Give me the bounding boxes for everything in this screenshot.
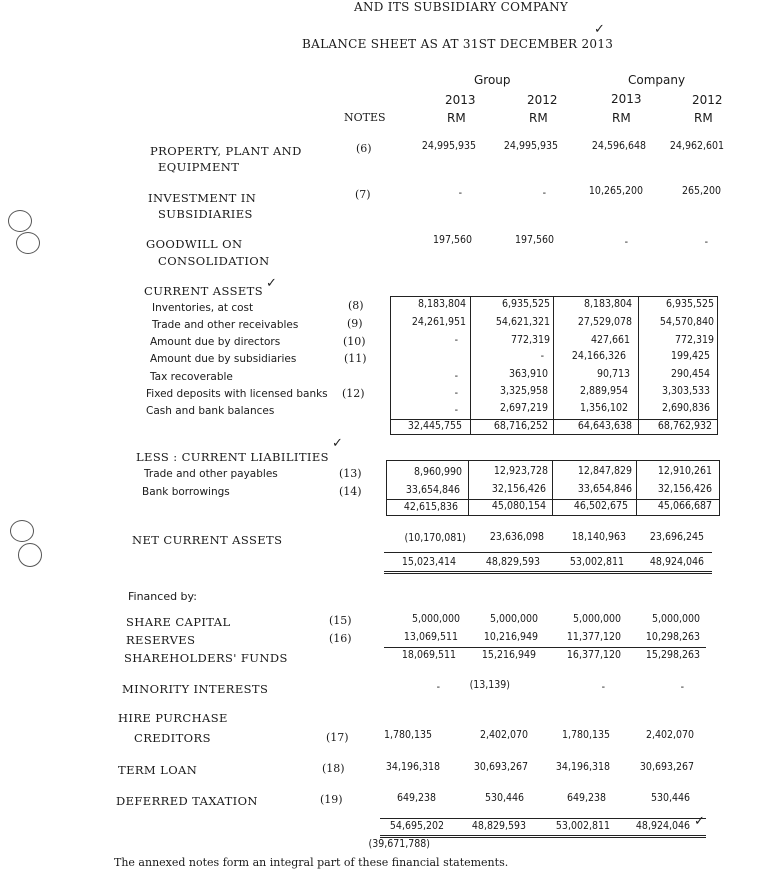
tick-mark: ✓ [594,22,605,37]
cl-item-label: Trade and other payables [144,468,278,480]
sc-c13: 5,000,000 [572,613,621,625]
ca-item-label: Amount due by subsidiaries [150,353,297,365]
ca-item-g13: 8,183,804 [417,298,466,310]
cl-box-top [386,460,720,461]
cl-item-note: (13) [339,467,362,480]
ca-item-c13: 8,183,804 [583,298,632,310]
fin-total-g12: 48,829,593 [471,820,526,832]
financed-heading: Financed by: [128,590,197,603]
ca-item-note: (12) [342,387,365,400]
ca-item-c13: 2,889,954 [579,385,628,397]
nca-total-c12: 48,924,046 [649,556,704,568]
share-capital-label: SHARE CAPITAL [126,615,231,629]
ca-item-c12: 772,319 [674,334,714,346]
ca-item-g13: - [454,404,458,416]
ca-item-note: (8) [348,299,364,312]
ca-item-c13: 1,356,102 [579,402,628,414]
ca-item-g12: - [540,350,544,362]
ca-item-label: Amount due by directors [150,336,281,348]
ca-item-g12: 2,697,219 [499,402,548,414]
cl-item-c13: 33,654,846 [577,483,632,495]
nca-double-rule-2 [384,573,712,574]
ca-item-label: Inventories, at cost [152,302,254,314]
ca-total-g12: 68,716,252 [493,420,548,432]
fin-total-c12: 48,924,046 [635,820,690,832]
ppe-label: PROPERTY, PLANT AND [150,144,302,158]
company-line: AND ITS SUBSIDIARY COMPANY [354,0,569,14]
reserves-rule [384,647,706,648]
ca-item-c13: 427,661 [590,334,630,346]
shf-g13: 18,069,511 [401,649,456,661]
inv-sub-g12: - [542,187,546,199]
binder-hole [10,520,34,542]
ca-item-label: Trade and other receivables [152,319,299,331]
res-g12: 10,216,949 [483,631,538,643]
nca-total-c13: 53,002,811 [569,556,624,568]
dt-g12: 530,446 [484,792,524,804]
ca-box-bottom [390,434,718,435]
mi-c12: - [680,681,684,693]
ca-item-label: Tax recoverable [150,371,233,383]
current-assets-heading: CURRENT ASSETS [144,284,263,298]
mi-g13: - [436,681,440,693]
cl-box-right [719,460,720,516]
deferred-note: (19) [320,793,343,806]
hp-g13: 1,780,135 [383,729,432,741]
ca-item-c12: 199,425 [670,350,710,362]
fin-total-g13: 54,695,202 [389,820,444,832]
dt-c13: 649,238 [566,792,606,804]
shf-c13: 16,377,120 [566,649,621,661]
goodwill-c13: - [624,236,628,248]
ppe-note: (6) [356,142,372,155]
hire-note: (17) [326,731,349,744]
reserves-note: (16) [329,632,352,645]
currency-c12: RM [694,111,713,125]
nca-g12: 23,636,098 [489,531,544,543]
ca-item-note: (10) [343,335,366,348]
nca-g13: (10,170,081) [404,532,466,544]
ca-item-g12: 6,935,525 [501,298,550,310]
ca-item-g13: 24,261,951 [411,316,466,328]
footer-note: The annexed notes form an integral part of these financial statements. [114,856,509,869]
ca-item-note: (9) [347,317,363,330]
inv-sub-label-2: SUBSIDIARIES [158,207,253,221]
dt-g13: 649,238 [396,792,436,804]
cl-total-g12: 45,080,154 [491,500,546,512]
share-capital-note: (15) [329,614,352,627]
binder-hole [8,210,32,232]
ca-item-g13: - [454,370,458,382]
ppe-c12: 24,962,601 [669,140,724,152]
financed-rule [380,818,706,819]
ca-item-c13: 90,713 [596,368,630,380]
res-c12: 10,298,263 [645,631,700,643]
tl-g12: 30,693,267 [473,761,528,773]
currency-g13: RM [447,111,466,125]
sc-g13: 5,000,000 [411,613,460,625]
goodwill-g13: 197,560 [432,234,472,246]
financed-double-rule [380,835,706,836]
sc-c12: 5,000,000 [651,613,700,625]
cl-item-g12: 32,156,426 [491,483,546,495]
hp-c12: 2,402,070 [645,729,694,741]
cl-item-c12: 32,156,426 [657,483,712,495]
cl-item-g13: 8,960,990 [413,466,462,478]
hire-label-2: CREDITORS [134,731,211,745]
binder-hole [16,232,40,254]
ca-item-c12: 3,303,533 [661,385,710,397]
nca-rule [384,552,712,553]
ppe-label-2: EQUIPMENT [158,160,240,174]
tl-c13: 34,196,318 [555,761,610,773]
nca-c12: 23,696,245 [649,531,704,543]
minority-label: MINORITY INTERESTS [122,682,269,696]
ca-item-c12: 290,454 [670,368,710,380]
cl-item-note: (14) [339,485,362,498]
nca-c13: 18,140,963 [571,531,626,543]
ca-total-c12: 68,762,932 [657,420,712,432]
year-group-2013: 2013 [445,93,476,107]
ca-item-c13: 27,529,078 [577,316,632,328]
ca-total-c13: 64,643,638 [577,420,632,432]
ca-item-g12: 54,621,321 [495,316,550,328]
tl-g13: 34,196,318 [385,761,440,773]
inv-sub-note: (7) [355,188,371,201]
ca-total-g13: 32,445,755 [407,420,462,432]
ca-item-g13: - [454,387,458,399]
ca-item-c12: 2,690,836 [661,402,710,414]
tl-c12: 30,693,267 [639,761,694,773]
mi-c13: - [601,681,605,693]
dt-c12: 530,446 [650,792,690,804]
ca-item-g12: 3,325,958 [499,385,548,397]
ca-item-c12: 6,935,525 [665,298,714,310]
page-title: BALANCE SHEET AS AT 31ST DECEMBER 2013 [302,37,614,51]
cl-item-g13: 33,654,846 [405,484,460,496]
ca-item-g13: - [454,334,458,346]
year-company-2012: 2012 [692,93,723,107]
goodwill-label-2: CONSOLIDATION [158,254,270,268]
res-g13: 13,069,511 [403,631,458,643]
ppe-g13: 24,995,935 [421,140,476,152]
deferred-label: DEFERRED TAXATION [116,794,258,808]
cl-box-bottom [386,515,720,516]
inv-sub-c12: 265,200 [681,185,721,197]
current-liabilities-heading: LESS : CURRENT LIABILITIES [136,450,329,464]
cl-total-c13: 46,502,675 [573,500,628,512]
notes-header: NOTES [344,111,386,124]
ca-item-c12: 54,570,840 [659,316,714,328]
company-header: Company [628,73,686,87]
nca-total-g12: 48,829,593 [485,556,540,568]
nca-total-g13: 15,023,414 [401,556,456,568]
ca-box-top [390,296,718,297]
ca-item-c13: 24,166,326 [571,350,626,362]
sc-g12: 5,000,000 [489,613,538,625]
group-header: Group [474,73,511,87]
shf-g12: 15,216,949 [481,649,536,661]
inv-sub-label: INVESTMENT IN [148,191,257,205]
ca-box-right [717,296,718,435]
cl-item-g12: 12,923,728 [493,465,548,477]
cl-item-label: Bank borrowings [142,486,230,498]
cl-total-c12: 45,066,687 [657,500,712,512]
goodwill-label: GOODWILL ON [146,237,243,251]
tick-mark: ✓ [266,276,277,291]
sh-funds-label: SHAREHOLDERS' FUNDS [124,651,288,665]
binder-hole [18,543,42,567]
cl-total-g13: 42,615,836 [403,501,458,513]
inv-sub-g13: - [458,187,462,199]
term-note: (18) [322,762,345,775]
hp-c13: 1,780,135 [561,729,610,741]
difference-value: (39,671,788) [368,838,430,850]
cl-item-c12: 12,910,261 [657,465,712,477]
cl-item-c13: 12,847,829 [577,465,632,477]
nca-double-rule [384,571,712,572]
mi-g12: (13,139) [469,679,510,691]
tick-mark: ✓ [694,814,705,829]
hire-label: HIRE PURCHASE [118,711,228,725]
year-group-2012: 2012 [527,93,558,107]
shf-c12: 15,298,263 [645,649,700,661]
net-current-assets-label: NET CURRENT ASSETS [132,533,283,547]
ppe-c13: 24,596,648 [591,140,646,152]
term-label: TERM LOAN [118,763,198,777]
res-c13: 11,377,120 [566,631,621,643]
year-company-2013: 2013 [611,92,642,106]
ppe-g12: 24,995,935 [503,140,558,152]
tick-mark: ✓ [332,436,343,451]
ca-item-note: (11) [344,352,367,365]
ca-item-label: Fixed deposits with licensed banks [146,388,328,400]
ca-item-g12: 363,910 [508,368,548,380]
fin-total-c13: 53,002,811 [555,820,610,832]
inv-sub-c13: 10,265,200 [588,185,643,197]
currency-g12: RM [529,111,548,125]
ca-item-g12: 772,319 [510,334,550,346]
goodwill-g12: 197,560 [514,234,554,246]
reserves-label: RESERVES [126,633,196,647]
goodwill-c12: - [704,236,708,248]
ca-item-label: Cash and bank balances [146,405,275,417]
hp-g12: 2,402,070 [479,729,528,741]
currency-c13: RM [612,111,631,125]
